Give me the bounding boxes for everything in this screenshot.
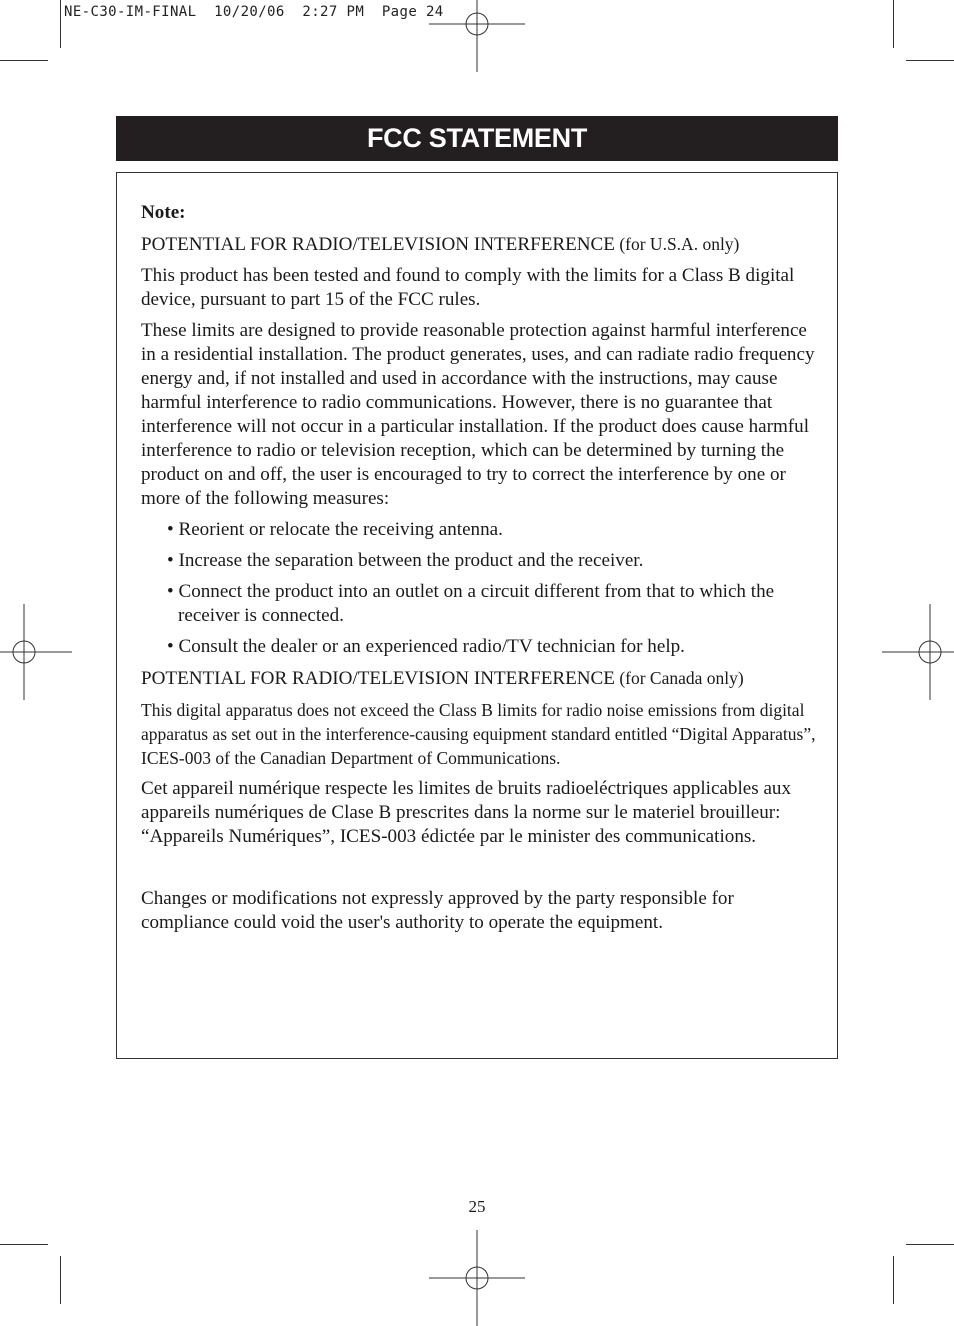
usa-heading-suffix: (for U.S.A. only) [614,234,740,254]
canada-french-paragraph: Cet appareil numérique respecte les limites de bruits radioeléctriques applicables aux appareils numériques de Clase B prescrites dans la norme sur le materiel brouilleur: “Appareils Numériques”, ICES-003 édictée par le minister des communications. [141,778,792,847]
fcc-statement-content [141,201,821,942]
page-number: 25 [468,1197,486,1216]
usa-heading-text: POTENTIAL FOR RADIO/TELEVISION INTERFERENCE [141,234,615,255]
canada-heading-suffix: (for Canada only) [614,668,744,688]
section-title-bar [116,116,838,161]
registration-mark-right [882,604,954,700]
measure-item: • Increase the separation between the product and the receiver. [167,550,644,571]
registration-mark-left [0,604,72,700]
registration-mark-bottom [429,1230,525,1326]
canada-english-paragraph: This digital apparatus does not exceed the Class B limits for radio noise emissions from digital apparatus as set out in the interference-causing equipment standard entitled “Digital Apparatus”, ICES-003 of the Canadian Department of Communications. [141,700,816,768]
usa-heading [141,232,821,257]
spacer [141,856,821,887]
print-slug: NE-C30-IM-FINAL 10/20/06 2:27 PM Page 24 [64,4,444,20]
note-label: Note: [141,202,186,223]
registration-mark-top [429,0,525,72]
fcc-statement-box [116,172,838,1059]
measure-item: • Consult the dealer or an experienced radio/TV technician for help. [167,636,685,657]
canada-heading-text: POTENTIAL FOR RADIO/TELEVISION INTERFERENCE [141,668,615,689]
canada-heading [141,666,821,691]
measure-item: • Connect the product into an outlet on a circuit different from that to which the receiver is connected. [167,581,775,626]
tested-paragraph: This product has been tested and found to comply with the limits for a Class B digital device, pursuant to part 15 of the FCC rules. [141,265,795,310]
measure-item: • Reorient or relocate the receiving antenna. [167,519,503,540]
section-title: FCC STATEMENT [366,123,588,153]
limits-paragraph: These limits are designed to provide reasonable protection against harmful interference in a residential installation. The product generates, uses, and can radiate radio frequency energy and, if not installed and used in accordance with the instructions, may cause harmful interference to radio communications. However, there is no guarantee that interference will not occur in a particular installation. If the product does cause harmful interference to radio or television reception, which can be determined by turning the product on and off, the user is encouraged to try to correct the interference by one or more of the following measures: [141,320,815,509]
changes-paragraph: Changes or modifications not expressly approved by the party responsible for compliance could void the user's authority to operate the equipment. [141,888,734,933]
